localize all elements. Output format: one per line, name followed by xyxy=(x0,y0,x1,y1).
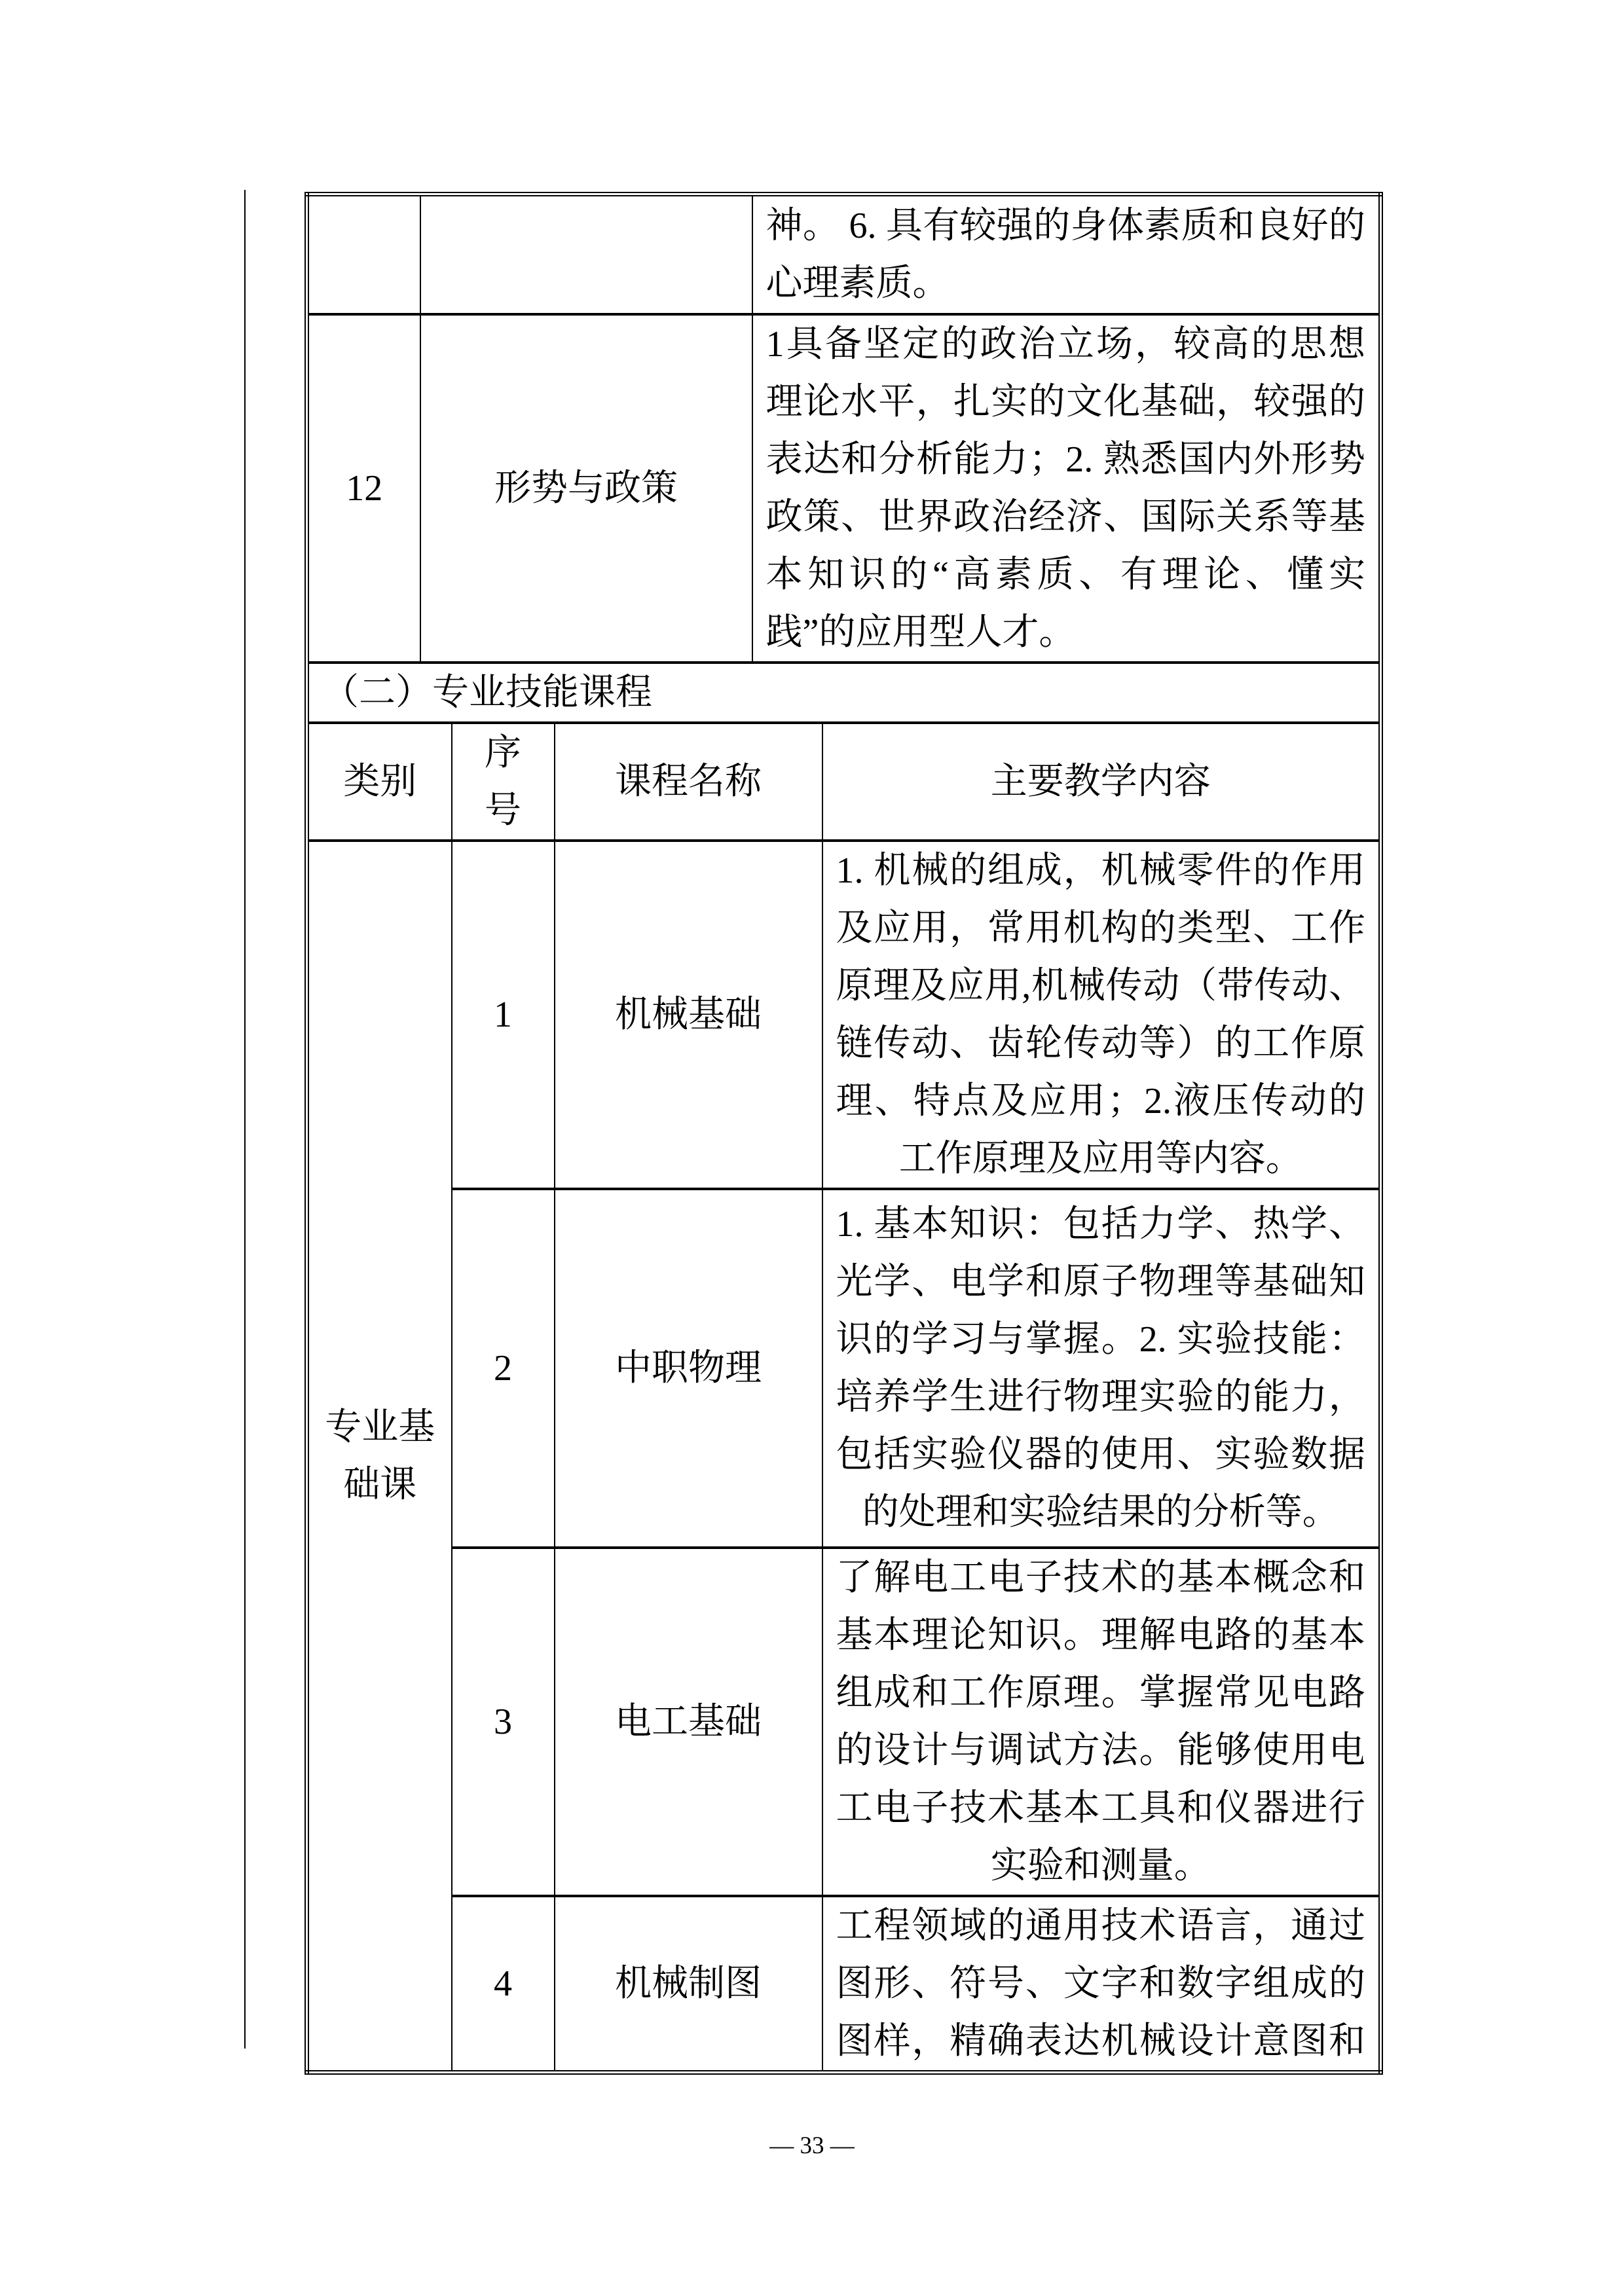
table-row xyxy=(307,314,1381,663)
left-margin-line xyxy=(244,190,246,2049)
seq-cell-2: 2 xyxy=(452,1189,555,1548)
content-cell-continuation: 神。 6. 具有较强的身体素质和良好的心理素质。 xyxy=(752,194,1381,314)
seq-cell-1: 1 xyxy=(452,841,555,1189)
table-row xyxy=(307,841,1381,1189)
course-cell-situation-policy: 形势与政策 xyxy=(420,314,752,663)
content-cell-vocational-physics: 1. 基本知识：包括力学、热学、光学、电学和原子物理等基础知识的学习与掌握。2. 实验技能：培养学生进行物理实验的能力，包括实验仪器的使用、实验数据的处理和实验结果的分析等。 xyxy=(822,1189,1381,1548)
header-content: 主要教学内容 xyxy=(822,723,1381,841)
course-cell-empty xyxy=(420,194,752,314)
table-header-row xyxy=(307,723,1381,841)
content-cell-electrical-basics: 了解电工电子技术的基本概念和基本理论知识。理解电路的基本组成和工作原理。掌握常见电路的设计与调试方法。能够使用电工电子技术基本工具和仪器进行实验和测量。 xyxy=(822,1548,1381,1896)
seq-cell-3: 3 xyxy=(452,1548,555,1896)
course-cell-mechanical-drawing: 机械制图 xyxy=(555,1896,822,2073)
section-heading-row xyxy=(307,663,1381,723)
course-cell-electrical-basics: 电工基础 xyxy=(555,1548,822,1896)
seq-cell-4: 4 xyxy=(452,1896,555,2073)
page-number: — 33 — xyxy=(769,2132,855,2159)
curriculum-table xyxy=(304,192,1383,2075)
content-cell-situation-policy: 1具备坚定的政治立场，较高的思想理论水平，扎实的文化基础，较强的表达和分析能力；2. 熟悉国内外形势政策、世界政治经济、国际关系等基本知识的“高素质、有理论、懂实践”的应用型人才。 xyxy=(752,314,1381,663)
table-row xyxy=(307,194,1381,314)
table-row xyxy=(307,1548,1381,1896)
header-seq-label: 序号 xyxy=(485,732,521,831)
header-course: 课程名称 xyxy=(555,723,822,841)
table-row xyxy=(307,1189,1381,1548)
course-cell-mechanical-basics: 机械基础 xyxy=(555,841,822,1189)
content-cell-mechanical-basics: 1. 机械的组成，机械零件的作用及应用，常用机构的类型、工作原理及应用,机械传动（带传动、链传动、齿轮传动等）的工作原理、特点及应用；2.液压传动的工作原理及应用等内容。 xyxy=(822,841,1381,1189)
seq-cell-12: 12 xyxy=(307,314,420,663)
category-cell-professional-basic: 专业基础课 xyxy=(307,841,452,2073)
table-row xyxy=(307,1896,1381,2073)
seq-cell-empty xyxy=(307,194,420,314)
section-title: （二）专业技能课程 xyxy=(307,663,1381,723)
content-cell-mechanical-drawing: 工程领域的通用技术语言，通过图形、符号、文字和数字组成的图样，精确表达机械设计意图和 xyxy=(822,1896,1381,2073)
course-cell-vocational-physics: 中职物理 xyxy=(555,1189,822,1548)
header-category: 类别 xyxy=(307,723,452,841)
header-seq xyxy=(452,723,555,841)
